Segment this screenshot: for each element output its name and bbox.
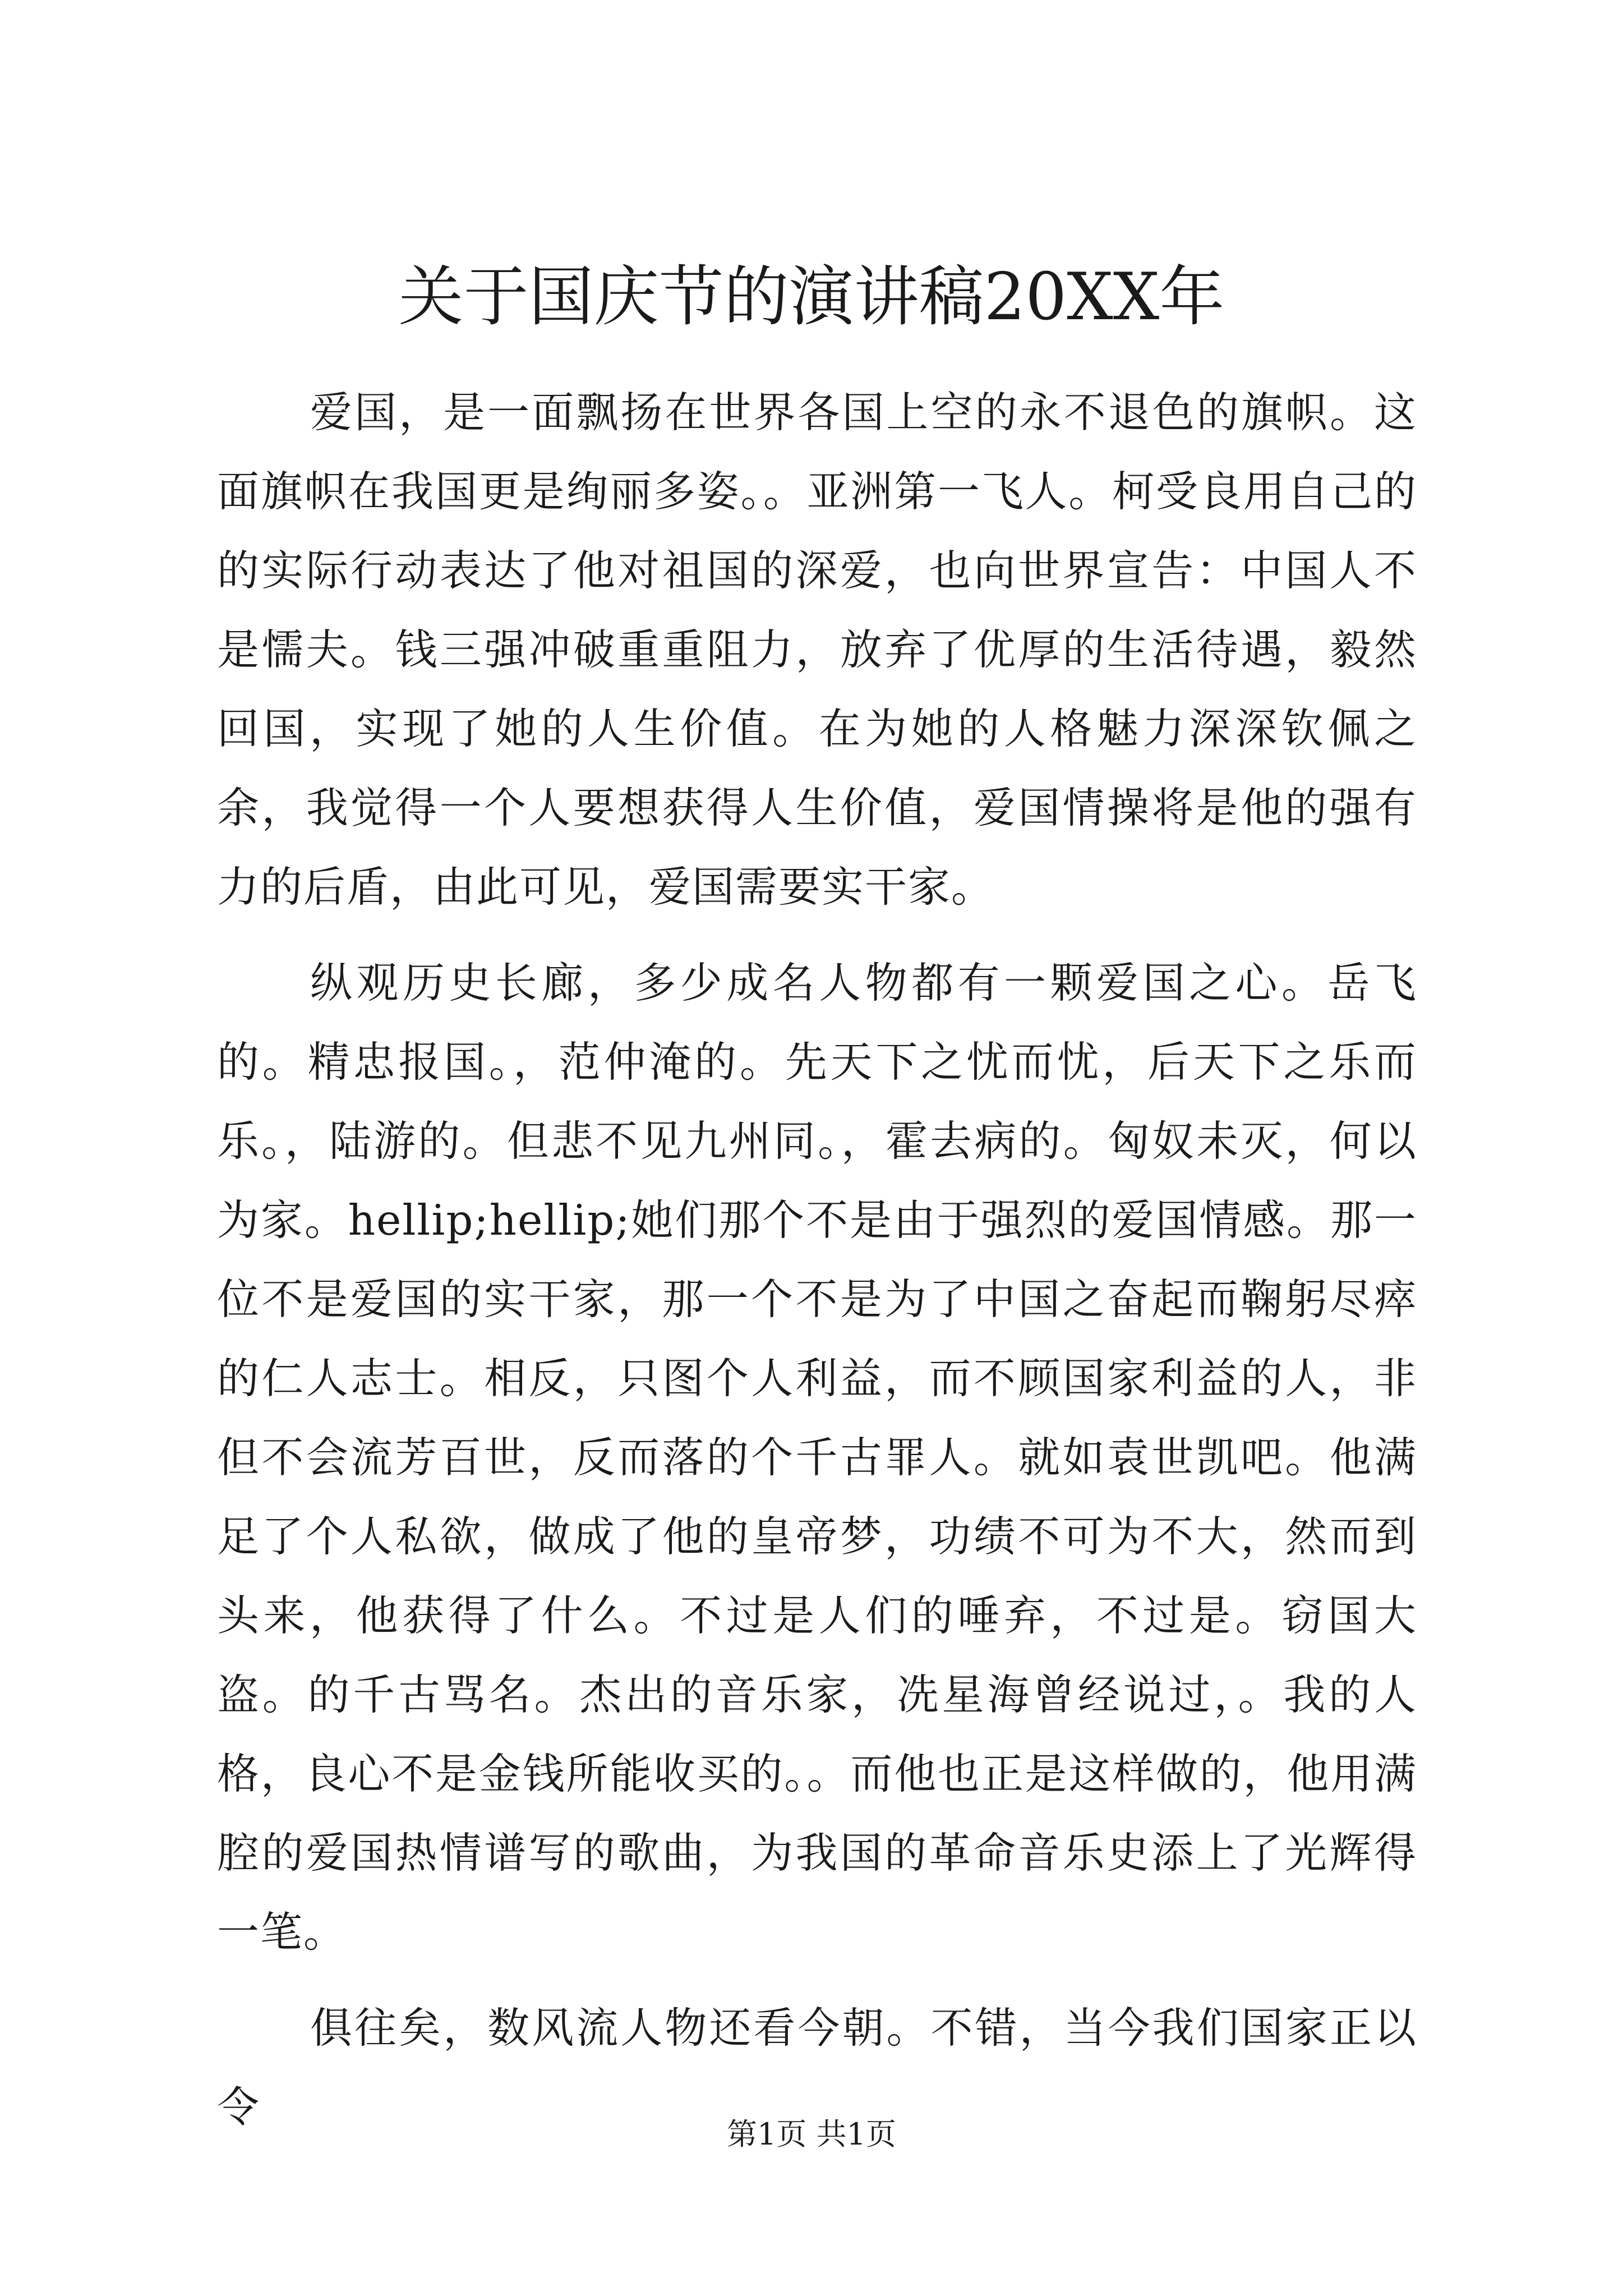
- paragraph-2: 纵观历史长廊，多少成名人物都有一颗爱国之心。岳飞的。精忠报国。，范仲淹的。先天下之忧而忧，后天下之乐而乐。，陆游的。但悲不见九州同。，霍去病的。匈奴未灭，何以为家。hellip;hellip;她们那个不是由于强烈的爱国情感。那一位不是爱国的实干家，那一个不是为了中国之奋起而鞠躬尽瘁的仁人志士。相反，只图个人利益，而不顾国家利益的人，非但不会流芳百世，反而落的个千古罪人。就如袁世凯吧。他满足了个人私欲，做成了他的皇帝梦，功绩不可为不大，然而到头来，他获得了什么。不过是人们的唾弃，不过是。窃国大盗。的千古骂名。杰出的音乐家，冼星海曾经说过，。我的人格，良心不是金钱所能收买的。。而他也正是这样做的，他用满腔的爱国热情谱写的歌曲，为我国的革命音乐史添上了光辉得一笔。: [217, 958, 1417, 1957]
- paragraph-1: 爱国，是一面飘扬在世界各国上空的永不退色的旗帜。这面旗帜在我国更是绚丽多姿。。亚洲第一飞人。柯受良用自己的的实际行动表达了他对祖国的深爱，也向世界宣告：中国人不是懦夫。钱三强冲破重重阻力，放弃了优厚的生活待遇，毅然回国，实现了她的人生价值。在为她的人格魅力深深钦佩之余，我觉得一个人要想获得人生价值，爱国情操将是他的强有力的后盾，由此可见，爱国需要实干家。: [217, 388, 1417, 912]
- document-body: [217, 373, 1417, 2147]
- paragraph-3: 俱往矣，数风流人物还看今朝。不错，当今我们国家正以令: [217, 2003, 1417, 2132]
- page-number-footer: 第1页 共1页: [727, 2116, 896, 2152]
- document-title: 关于国庆节的演讲稿20XX年: [398, 259, 1225, 335]
